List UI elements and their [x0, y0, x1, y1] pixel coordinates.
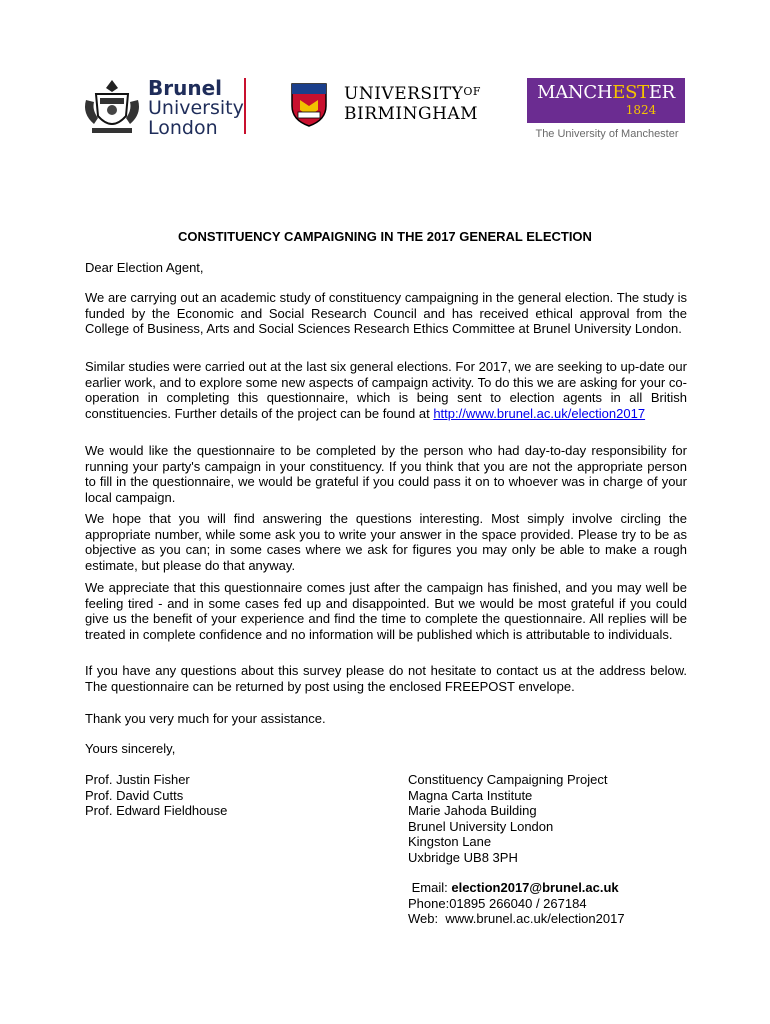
paragraph-5: We appreciate that this questionnaire comes just after the campaign has finished, and you may well be feeling tired - and in some cases fed up and disappointed. But we would be most grateful if you could give us the benefit of your experience and find the time to complete the questionnaire. All replies will be treated in complete confidence and no information will be published which is attributable to individuals.: [85, 580, 687, 642]
birmingham-line1: UNIVERSITY: [344, 84, 464, 104]
paragraph-2-text: Similar studies were carried out at the last six general elections. For 2017, we are seeking to up-date our earlier work, and to explore some new aspects of campaign activity. To do this we are asking for your co-operation in completing this questionnaire, which is being sent to election agents in all British constituencies. Further details of the project can be found at: [85, 359, 687, 421]
postal-address: [408, 772, 607, 866]
thanks-line: Thank you very much for your assistance.: [85, 711, 326, 726]
paragraph-3: We would like the questionnaire to be completed by the person who had day-to-day responsibility for running your party's campaign in your constituency. If you think that you are not the appropriate person to fill in the questionnaire, we would be grateful if you could pass it on to whoever was in charge of your local campaign.: [85, 443, 687, 505]
address-line: Constituency Campaigning Project: [408, 772, 608, 787]
manchester-name-a: MANCH: [537, 82, 613, 103]
phone-line: Phone:01895 266040 / 267184: [408, 895, 587, 911]
brunel-crest-icon: [82, 76, 142, 138]
brunel-line1: Brunel: [148, 76, 223, 100]
birmingham-line2: BIRMINGHAM: [344, 104, 479, 124]
signatory: Prof. Justin Fisher: [85, 772, 190, 787]
birmingham-of: OF: [463, 85, 481, 98]
manchester-year: 1824: [625, 103, 657, 117]
brunel-line3: London: [148, 117, 218, 139]
manchester-logo: [527, 78, 687, 142]
signatory: Prof. David Cutts: [85, 787, 184, 803]
brunel-line2: University: [148, 97, 244, 119]
email-link[interactable]: election2017@brunel.ac.uk: [451, 880, 619, 895]
project-link[interactable]: http://www.brunel.ac.uk/election2017: [433, 405, 646, 421]
address-line: Marie Jahoda Building: [408, 803, 537, 819]
address-line: Brunel University London: [408, 818, 554, 834]
closing-line: Yours sincerely,: [85, 741, 176, 756]
paragraph-6: If you have any questions about this survey please do not hesitate to contact us at the address below. The questionnaire can be returned by post using the enclosed FREEPOST envelope.: [85, 663, 687, 694]
address-line: Kingston Lane: [408, 834, 492, 850]
address-line: Uxbridge UB8 3PH: [408, 849, 518, 865]
birmingham-wordmark: [344, 84, 481, 124]
manchester-name-b: EST: [612, 82, 649, 103]
manchester-wordmark: [527, 78, 685, 123]
paragraph-2: [85, 359, 687, 421]
web-link[interactable]: www.brunel.ac.uk/election2017: [445, 911, 625, 927]
birmingham-shield-icon: [290, 82, 328, 128]
signatories: [85, 772, 227, 819]
paragraph-4: We hope that you will find answering the questions interesting. Most simply involve circling the appropriate number, while some ask you to write your answer in the space provided. Please try to be as objective as you can; in some cases where we ask for figures you may only be able to make a rough estimate, but please do that anyway.: [85, 511, 687, 573]
greeting: Dear Election Agent,: [85, 260, 204, 275]
birmingham-logo: [290, 82, 490, 130]
paragraph-1: We are carrying out an academic study of constituency campaigning in the general election. The study is funded by the Economic and Social Research Council and has received ethical approval from the College of Business, Arts and Social Sciences Research Ethics Committee at Brunel University London.: [85, 290, 687, 337]
email-label: Email:: [411, 880, 452, 895]
address-line: Magna Carta Institute: [408, 787, 533, 803]
manchester-name-c: ER: [648, 82, 675, 103]
email-line: [408, 880, 625, 896]
brunel-wordmark: [148, 78, 244, 138]
signatory: Prof. Edward Fieldhouse: [85, 803, 228, 819]
brunel-divider: [244, 78, 246, 134]
letter-title: CONSTITUENCY CAMPAIGNING IN THE 2017 GENERAL ELECTION: [178, 229, 592, 244]
brunel-logo: [82, 76, 250, 138]
web-label: Web:: [408, 911, 446, 927]
web-line: [408, 911, 625, 927]
manchester-subtitle: The University of Manchester: [535, 128, 679, 140]
contact-details: [408, 880, 625, 927]
